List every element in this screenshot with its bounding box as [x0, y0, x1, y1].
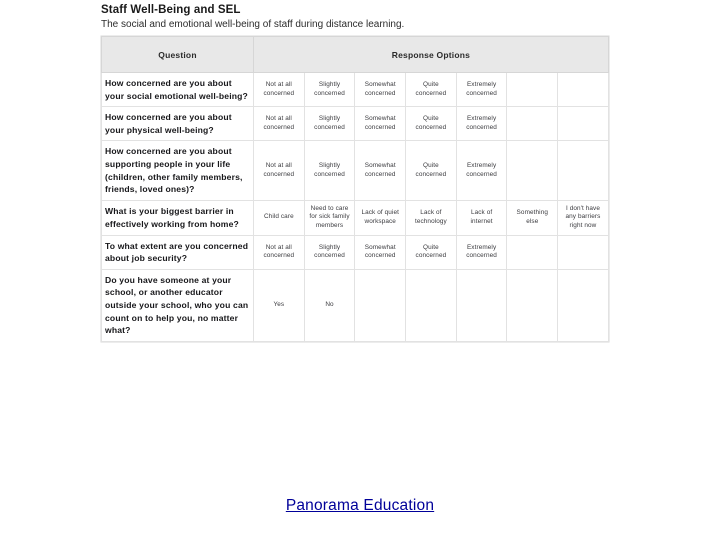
response-option-cell: Somewhat concerned	[355, 141, 406, 200]
question-cell: Do you have someone at your school, or another educator outside your school, who you can count on to help you, no matter what?	[102, 269, 254, 341]
response-option-cell: Quite concerned	[406, 73, 457, 107]
response-option-cell: Not at all concerned	[254, 73, 305, 107]
empty-option-cell	[507, 107, 558, 141]
column-header-response-options: Response Options	[254, 37, 609, 73]
empty-option-cell	[507, 73, 558, 107]
response-option-cell: Somewhat concerned	[355, 73, 406, 107]
table-header	[102, 37, 609, 73]
table-body	[102, 73, 609, 342]
empty-option-cell	[558, 269, 609, 341]
empty-option-cell	[507, 235, 558, 269]
question-cell: What is your biggest barrier in effectively working from home?	[102, 200, 254, 235]
table-header-row	[102, 37, 609, 73]
table-row	[102, 269, 609, 341]
response-option-cell: Quite concerned	[406, 107, 457, 141]
empty-option-cell	[558, 107, 609, 141]
page-title: Staff Well-Being and SEL	[101, 4, 241, 16]
empty-option-cell	[558, 73, 609, 107]
response-option-cell: I don't have any barriers right now	[558, 200, 609, 235]
response-option-cell: Child care	[254, 200, 305, 235]
response-option-cell: Extremely concerned	[456, 107, 507, 141]
response-option-cell: No	[304, 269, 355, 341]
response-option-cell: Lack of technology	[406, 200, 457, 235]
table-row	[102, 235, 609, 269]
document-heading-block	[101, 3, 609, 35]
response-option-cell: Something else	[507, 200, 558, 235]
empty-option-cell	[507, 141, 558, 200]
empty-option-cell	[355, 269, 406, 341]
column-header-question: Question	[102, 37, 254, 73]
response-option-cell: Quite concerned	[406, 235, 457, 269]
response-option-cell: Yes	[254, 269, 305, 341]
table-row	[102, 107, 609, 141]
question-cell: How concerned are you about your physical well-being?	[102, 107, 254, 141]
question-cell: To what extent are you concerned about job security?	[102, 235, 254, 269]
response-option-cell: Extremely concerned	[456, 141, 507, 200]
panorama-education-link[interactable]: Panorama Education	[285, 497, 435, 514]
response-option-cell: Quite concerned	[406, 141, 457, 200]
response-option-cell: Extremely concerned	[456, 73, 507, 107]
empty-option-cell	[406, 269, 457, 341]
empty-option-cell	[558, 235, 609, 269]
table-row	[102, 73, 609, 107]
response-option-cell: Somewhat concerned	[355, 235, 406, 269]
response-option-cell: Slightly concerned	[304, 235, 355, 269]
response-option-cell: Slightly concerned	[304, 107, 355, 141]
response-option-cell: Slightly concerned	[304, 141, 355, 200]
response-option-cell: Not at all concerned	[254, 141, 305, 200]
page-subtitle: The social and emotional well-being of staff during distance learning.	[101, 19, 405, 30]
response-option-cell: Lack of internet	[456, 200, 507, 235]
response-option-cell: Lack of quiet workspace	[355, 200, 406, 235]
response-option-cell: Not at all concerned	[254, 235, 305, 269]
response-option-cell: Extremely concerned	[456, 235, 507, 269]
survey-questions-table	[101, 36, 609, 342]
table-row	[102, 141, 609, 200]
footer	[0, 497, 720, 515]
empty-option-cell	[507, 269, 558, 341]
response-option-cell: Not at all concerned	[254, 107, 305, 141]
response-option-cell: Need to care for sick family members	[304, 200, 355, 235]
empty-option-cell	[558, 141, 609, 200]
table-row	[102, 200, 609, 235]
question-cell: How concerned are you about your social emotional well-being?	[102, 73, 254, 107]
response-option-cell: Slightly concerned	[304, 73, 355, 107]
question-cell: How concerned are you about supporting people in your life (children, other family members, friends, loved ones)?	[102, 141, 254, 200]
response-option-cell: Somewhat concerned	[355, 107, 406, 141]
empty-option-cell	[456, 269, 507, 341]
